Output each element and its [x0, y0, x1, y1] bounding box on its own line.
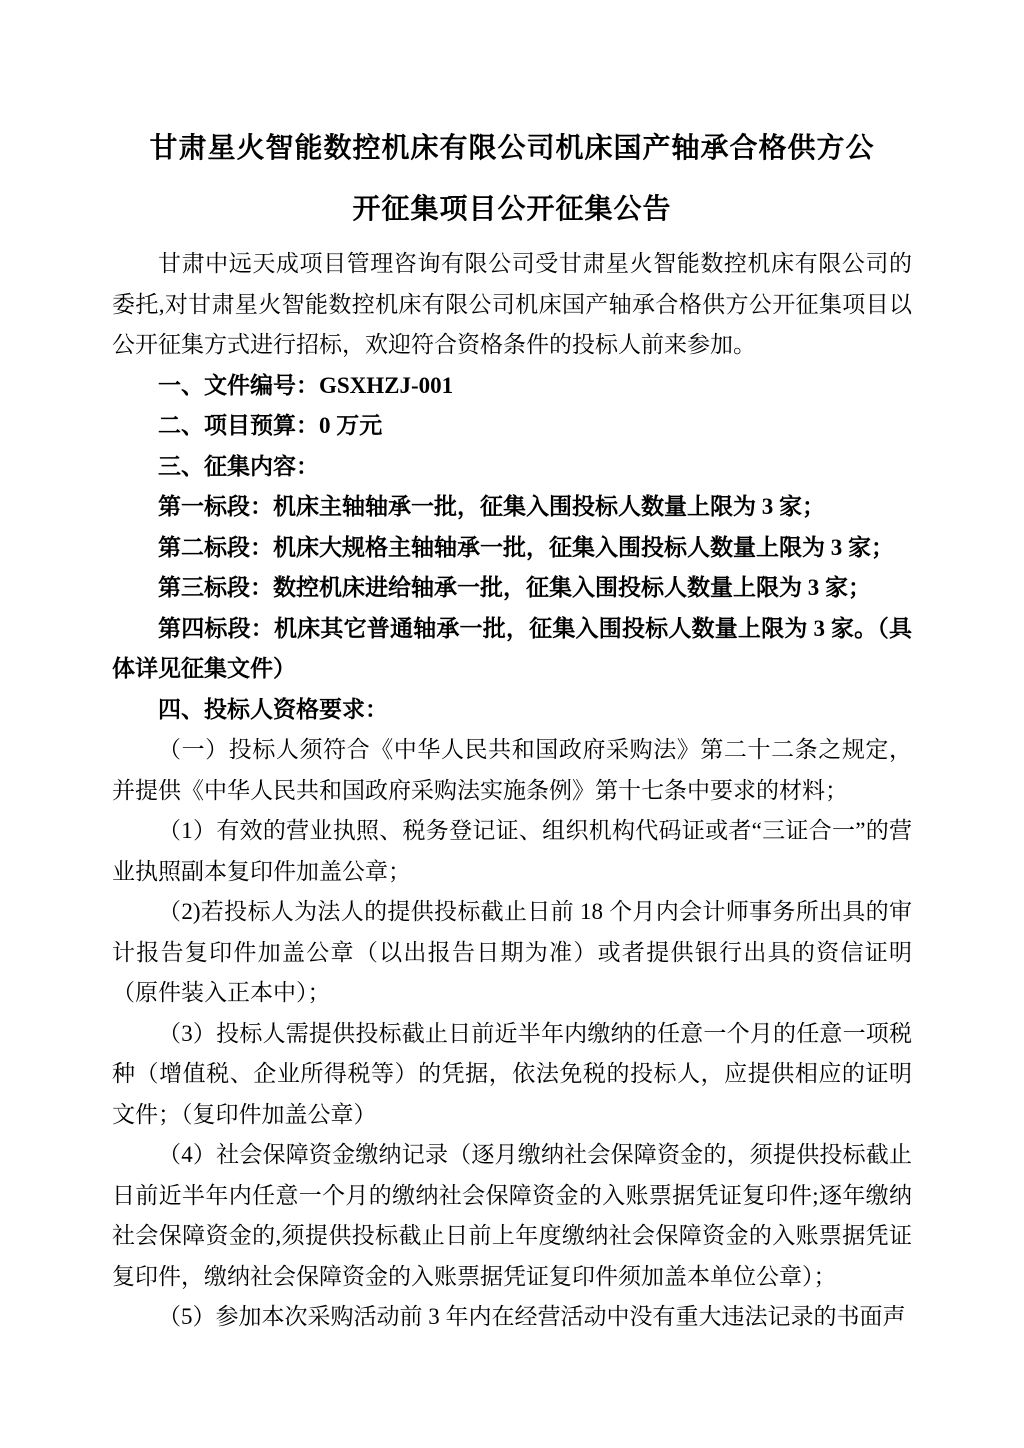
- qualification-item-1: （一）投标人须符合《中华人民共和国政府采购法》第二十二条之规定，并提供《中华人民共和国政府采购法实施条例》第十七条中要求的材料；: [112, 737, 912, 803]
- bid-section-3: 第三标段：数控机床进给轴承一批，征集入围投标人数量上限为 3 家；: [158, 575, 871, 600]
- intro-paragraph: 甘肃中远天成项目管理咨询有限公司受甘肃星火智能数控机床有限公司的委托,对甘肃星火智能数控机床有限公司机床国产轴承合格供方公开征集项目以公开征集方式进行招标，欢迎符合资格条件的投标人前来参加。: [112, 251, 912, 357]
- qualification-sub-4: （4）社会保障资金缴纳记录（逐月缴纳社会保障资金的，须提供投标截止日前近半年内任意一个月的缴纳社会保障资金的入账票据凭证复印件;逐年缴纳社会保障资金的,须提供投标截止日前上年度缴纳社会保障资金的入账票据凭证复印件，缴纳社会保障资金的入账票据凭证复印件须加盖本单位公章）；: [112, 1142, 912, 1289]
- qualification-sub-2: （2)若投标人为法人的提供投标截止日前 18 个月内会计师事务所出具的审计报告复印件加盖公章（以出报告日期为准）或者提供银行出具的资信证明（原件装入正本中）；: [112, 899, 912, 1005]
- qualification-sub-5: （5）参加本次采购活动前 3 年内在经营活动中没有重大违法记录的书面声: [158, 1304, 906, 1329]
- bid-section-1: 第一标段：机床主轴轴承一批，征集入围投标人数量上限为 3 家；: [158, 494, 825, 519]
- content-heading: 三、征集内容：: [158, 453, 319, 479]
- document-title: [112, 118, 912, 240]
- title-line-1: 甘肃星火智能数控机床有限公司机床国产轴承合格供方公: [149, 133, 875, 164]
- bid-section-4: 第四标段：机床其它普通轴承一批，征集入围投标人数量上限为 3 家。（具体详见征集文件）: [112, 615, 912, 681]
- qualification-sub-3: （3）投标人需提供投标截止日前近半年内缴纳的任意一个月的任意一项税种（增值税、企业所得税等）的凭据，依法免税的投标人，应提供相应的证明文件；（复印件加盖公章）: [112, 1020, 912, 1127]
- title-line-2: 开征集项目公开征集公告: [352, 194, 672, 225]
- bid-section-2: 第二标段：机床大规格主轴轴承一批，征集入围投标人数量上限为 3 家；: [158, 534, 894, 560]
- budget-heading: 二、项目预算：0 万元: [158, 413, 383, 438]
- qualification-sub-1: （1）有效的营业执照、税务登记证、组织机构代码证或者“三证合一”的营业执照副本复印件加盖公章；: [112, 818, 912, 884]
- qualification-heading: 四、投标人资格要求：: [158, 696, 388, 722]
- document-body: [112, 244, 912, 1338]
- doc-number-heading: 一、文件编号：GSXHZJ-001: [158, 372, 454, 398]
